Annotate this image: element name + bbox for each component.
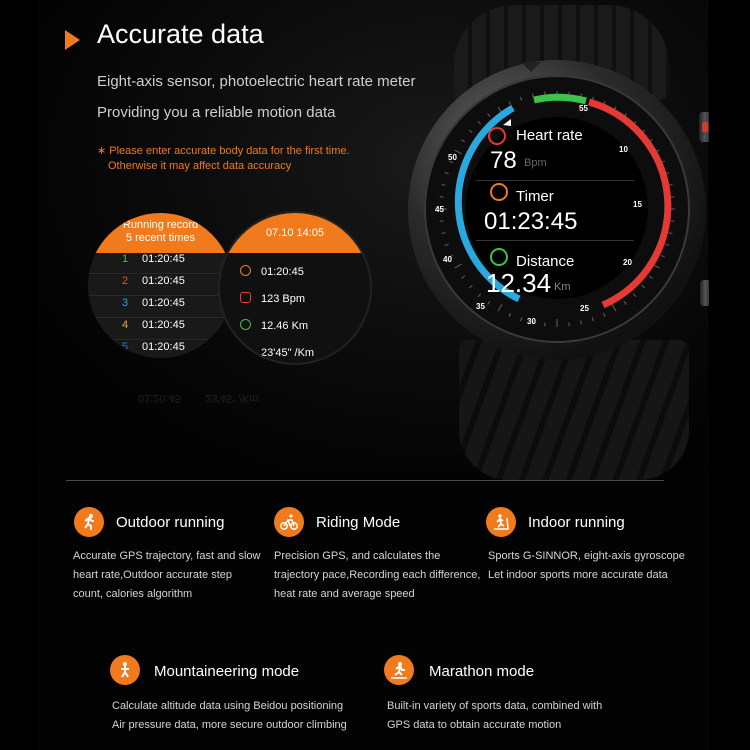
detail-distance: 12.46 Km [240,319,308,332]
feature-title: Mountaineering mode [154,663,300,680]
feature-description: Sports G-SINNOR, eight-axis gyroscope Let indoor sports more accurate data [488,550,685,581]
record-time: 01:20:45 [142,253,185,265]
dial-tick [509,313,511,317]
run-detail-header [220,213,370,253]
distance-unit: Km [554,281,571,293]
note-body-data: ∗ Please enter accurate body data for the first time. [97,145,350,157]
record-row [88,275,233,296]
running-record-screen [88,213,233,358]
dial-number: 20 [623,258,632,267]
climbing-icon [110,655,140,685]
dial-tick [478,121,481,124]
location-icon [490,248,508,266]
smartwatch-image [374,0,709,470]
heart-rate-label: Heart rate [516,127,583,144]
subtitle-reliable: Providing you a reliable motion data [97,104,336,121]
running-icon [74,507,104,537]
title-arrow-icon [65,30,80,50]
dial-tick [469,285,472,288]
treadmill-icon [486,507,516,537]
dial-tick [455,264,462,268]
record-index: 4 [122,319,129,331]
screen-divider [476,240,634,241]
dial-number: 10 [619,145,628,154]
dial-number: 45 [435,205,444,214]
dial-number: 25 [580,304,589,313]
feature-description: Accurate GPS trajectory, fast and slow heart rate,Outdoor accurate step count, calories algorithm [73,550,261,600]
running-record-header [88,213,233,253]
dial-tick [603,313,605,317]
dial-number: 50 [448,153,457,162]
stopwatch-icon [240,265,251,276]
dial-tick [624,301,626,304]
detail-pace: 23'45" /Km [240,346,314,359]
record-row [88,341,233,358]
feature-description: Precision GPS, and calculates the trajectory pace,Recording each difference, heat rate and average speed [274,550,481,600]
dial-tick [669,233,673,234]
page-title: Accurate data [97,19,264,49]
heart-icon [240,292,251,303]
timer-label: Timer [516,188,554,205]
feature-description: Built-in variety of sports data, combined with GPS data to obtain accurate motion [387,700,603,731]
location-pin-icon [240,319,251,330]
pace-icon [240,346,251,357]
record-time: 01:20:45 [142,275,185,287]
feature-title: Outdoor running [116,514,225,531]
record-index: 1 [122,253,129,265]
marathon-icon [384,655,414,685]
record-time: 01:20:45 [142,341,185,353]
running-record-panel [88,213,350,373]
section-divider [66,480,664,481]
record-row [88,319,233,340]
feature-title: Indoor running [528,514,625,531]
record-index: 2 [122,275,129,287]
watch-button-bottom [700,280,709,306]
dial-tick [665,244,669,245]
dial-tick [488,301,490,304]
record-index: 3 [122,297,129,309]
record-index: 5 [122,341,129,353]
dial-number: 30 [527,317,536,326]
watch-strap-bottom [459,340,689,480]
timer-icon [490,183,508,201]
dial-tick [509,101,511,105]
record-time: 01:20:45 [142,319,185,331]
dial-tick [521,317,522,321]
dial-number: 35 [476,302,485,311]
dial-tick [642,285,645,288]
screen-divider [476,180,634,181]
dial-tick [532,94,533,98]
dial-tick [462,140,465,142]
timer-value: 01:23:45 [484,208,578,235]
dial-tick [445,244,449,245]
dial-tick [649,276,652,278]
dial-tick [469,130,472,133]
selected-arrow-icon: ▶ [209,344,216,354]
feature-title: Marathon mode [429,663,535,680]
distance-value: 12.34 [486,268,552,298]
run-detail-screen [220,213,370,363]
dial-tick [592,317,593,321]
panel-reflection: 01:20:45 23'45" /Km [138,392,259,404]
heart-rate-unit: Bpm [524,157,547,169]
feature-title: Riding Mode [316,514,401,531]
distance-label: Distance [516,253,575,270]
running-record-subtitle: 5 recent times [125,232,196,244]
dial-tick [478,294,481,297]
green-arc [534,97,586,101]
dial-tick [612,304,616,311]
dial-tick [521,97,522,101]
dial-number: 40 [443,255,452,264]
dial-number: 55 [579,104,588,113]
dial-tick [661,255,665,257]
record-row [88,297,233,318]
detail-duration: 01:20:45 [240,265,304,278]
run-detail-datetime: 07.10 14:05 [265,227,325,239]
product-page [38,0,709,750]
feature-description: Calculate altitude data using Beidou positioning Air pressure data, more secure outdoor climbing [112,700,347,731]
dial-tick [442,233,446,234]
dial-tick [442,184,446,185]
detail-heart-rate: 123 Bpm [240,292,305,305]
running-record-title: Running record [122,219,199,231]
heart-rate-icon [488,127,506,145]
heart-rate-value: 78 [490,147,517,174]
cycling-icon [274,507,304,537]
dial-tick [462,276,465,278]
record-time: 01:20:45 [142,297,185,309]
dial-tick [445,173,449,174]
watch-button-top [699,112,709,142]
dial-tick [581,321,582,325]
dial-number: 15 [633,200,642,209]
subtitle-sensor: Eight-axis sensor, photoelectric heart rate meter [97,73,416,90]
record-row [88,253,233,274]
dial-tick [498,304,502,311]
dial-tick [488,114,490,117]
note-accuracy: Otherwise it may affect data accuracy [108,160,292,172]
dial-tick [633,294,636,297]
